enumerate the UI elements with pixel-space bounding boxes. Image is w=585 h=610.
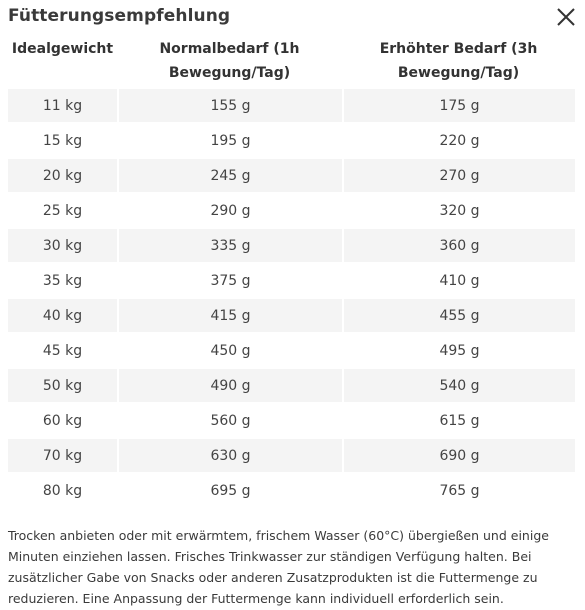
cell-normal: 415 g <box>117 299 342 334</box>
cell-normal: 695 g <box>117 474 342 509</box>
cell-normal: 155 g <box>117 89 342 124</box>
cell-increased: 270 g <box>342 159 575 194</box>
cell-normal: 560 g <box>117 404 342 439</box>
table-row <box>8 124 575 159</box>
cell-weight: 70 kg <box>8 439 117 474</box>
cell-increased: 320 g <box>342 194 575 229</box>
cell-normal: 290 g <box>117 194 342 229</box>
table-row <box>8 89 575 124</box>
table-row <box>8 299 575 334</box>
cell-weight: 15 kg <box>8 124 117 159</box>
table-row <box>8 474 575 509</box>
header-normal-need: Normalbedarf (1h Bewegung/Tag) <box>159 41 300 81</box>
table-row <box>8 194 575 229</box>
cell-weight: 45 kg <box>8 334 117 369</box>
cell-weight: 20 kg <box>8 159 117 194</box>
cell-increased: 455 g <box>342 299 575 334</box>
cell-normal: 195 g <box>117 124 342 159</box>
cell-increased: 615 g <box>342 404 575 439</box>
feeding-note: Trocken anbieten oder mit erwärmtem, frischem Wasser (60°C) übergießen und einige Minuten einziehen lassen. Frisches Trinkwasser zur ständigen Verfügung halten. Bei zusätzlicher Gabe von Snacks oder anderen Zusatzprodukten ist die Futtermenge zu reduzieren. Eine Anpassung der Futtermenge kann individuell erforderlich sein. <box>8 527 549 607</box>
cell-weight: 40 kg <box>8 299 117 334</box>
close-icon[interactable] <box>556 7 576 27</box>
cell-normal: 245 g <box>117 159 342 194</box>
cell-weight: 25 kg <box>8 194 117 229</box>
cell-normal: 630 g <box>117 439 342 474</box>
table-row <box>8 439 575 474</box>
cell-increased: 360 g <box>342 229 575 264</box>
cell-increased: 540 g <box>342 369 575 404</box>
cell-normal: 375 g <box>117 264 342 299</box>
cell-weight: 80 kg <box>8 474 117 509</box>
table-row <box>8 159 575 194</box>
cell-normal: 490 g <box>117 369 342 404</box>
table-row <box>8 404 575 439</box>
cell-weight: 35 kg <box>8 264 117 299</box>
table-row <box>8 334 575 369</box>
cell-increased: 765 g <box>342 474 575 509</box>
modal-title: Fütterungsempfehlung <box>8 6 231 26</box>
cell-weight: 50 kg <box>8 369 117 404</box>
cell-increased: 410 g <box>342 264 575 299</box>
table-row <box>8 369 575 404</box>
cell-normal: 450 g <box>117 334 342 369</box>
cell-weight: 30 kg <box>8 229 117 264</box>
cell-increased: 495 g <box>342 334 575 369</box>
table-row <box>8 229 575 264</box>
table-header-row <box>8 37 575 89</box>
cell-increased: 175 g <box>342 89 575 124</box>
cell-weight: 60 kg <box>8 404 117 439</box>
cell-increased: 690 g <box>342 439 575 474</box>
cell-normal: 335 g <box>117 229 342 264</box>
header-increased-need: Erhöhter Bedarf (3h Bewegung/Tag) <box>379 41 538 81</box>
feeding-table <box>8 37 575 509</box>
header-ideal-weight: Idealgewicht <box>11 41 114 57</box>
cell-weight: 11 kg <box>8 89 117 124</box>
cell-increased: 220 g <box>342 124 575 159</box>
close-button[interactable] <box>556 7 576 27</box>
table-row <box>8 264 575 299</box>
